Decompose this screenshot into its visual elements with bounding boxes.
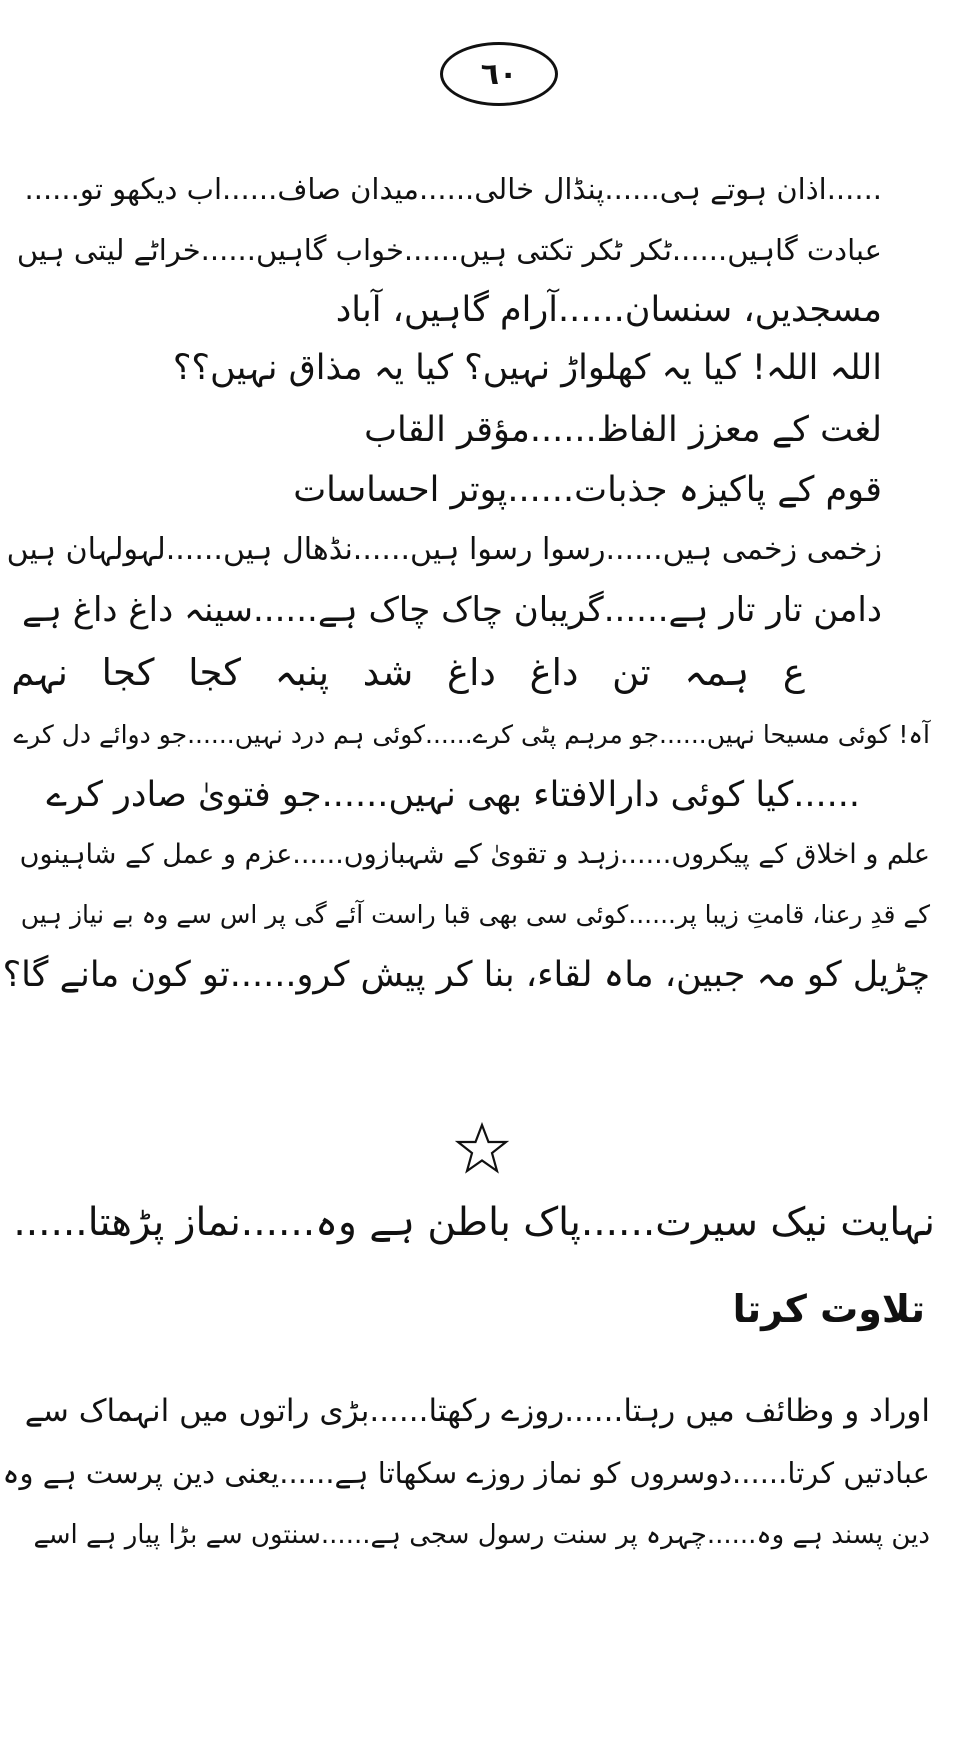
- text-line: عبادت گاہیں......ٹکر ٹکر تکتی ہیں......خواب گاہیں......خراٹے لیتی ہیں: [16, 233, 882, 267]
- heading-line: نہایت نیک سیرت......پاک باطن ہے وہ......نماز پڑھتا......: [13, 1200, 935, 1245]
- text-line: دین پسند ہے وہ......چہرہ پر سنت رسول سجی ہے......سنتوں سے بڑا پیار ہے اسے: [33, 1520, 930, 1550]
- star-outline-icon: [455, 1122, 509, 1176]
- text-line: مسجدیں، سنسان......آرام گاہیں، آباد: [335, 290, 882, 330]
- page-number-oval: [440, 42, 558, 106]
- text-line: ......کیا کوئی دارالافتاء بھی نہیں......جو فتویٰ صادر کرے: [46, 775, 860, 815]
- text-line: اوراد و وظائف میں رہتا......روزے رکھتا......بڑی راتوں میں انہماک سے: [24, 1393, 930, 1429]
- text-line: زخمی زخمی ہیں......رسوا رسوا ہیں......نڈھال ہیں......لہولہان ہیں: [6, 532, 882, 567]
- text-line: علم و اخلاق کے پیکروں......زہد و تقویٰ کے شہبازوں......عزم و عمل کے شاہینوں: [19, 839, 930, 870]
- text-line: عبادتیں کرتا......دوسروں کو نماز روزے سکھاتا ہے......یعنی دین پرست ہے وہ: [2, 1456, 930, 1490]
- text-line: چڑیل کو مہ جبین، ماہ لقاء، بنا کر پیش کرو......تو کون مانے گا؟: [2, 955, 930, 995]
- persian-couplet: ع ہمہ تن داغ داغ شد پنبہ کجا کجا نہم: [11, 651, 805, 694]
- text-line: دامن تار تار ہے......گریبان چاک چاک ہے......سینہ داغ داغ ہے: [22, 590, 882, 630]
- text-line: قوم کے پاکیزہ جذبات......پوتر احساسات: [293, 470, 882, 510]
- text-line: اللہ اللہ! کیا یہ کھلواڑ نہیں؟ کیا یہ مذاق نہیں؟؟: [172, 348, 882, 388]
- text-line: ......اذان ہوتے ہی......پنڈال خالی......میدان صاف......اب دیکھو تو......: [24, 172, 882, 206]
- text-line: کے قدِ رعنا، قامتِ زیبا پر......کوئی سی بھی قبا راست آئے گی پر اس سے وہ بے نیاز ہیں: [20, 900, 930, 929]
- text-line: آہ! کوئی مسیحا نہیں......جو مرہم پٹی کرے......کوئی ہم درد نہیں......جو دوائے دل کرے: [13, 720, 930, 749]
- text-line: لغت کے معزز الفاظ......مؤقر القاب: [364, 410, 882, 450]
- heading-line: تلاوت کرتا: [732, 1287, 925, 1331]
- page-number: ٦٠: [480, 56, 518, 92]
